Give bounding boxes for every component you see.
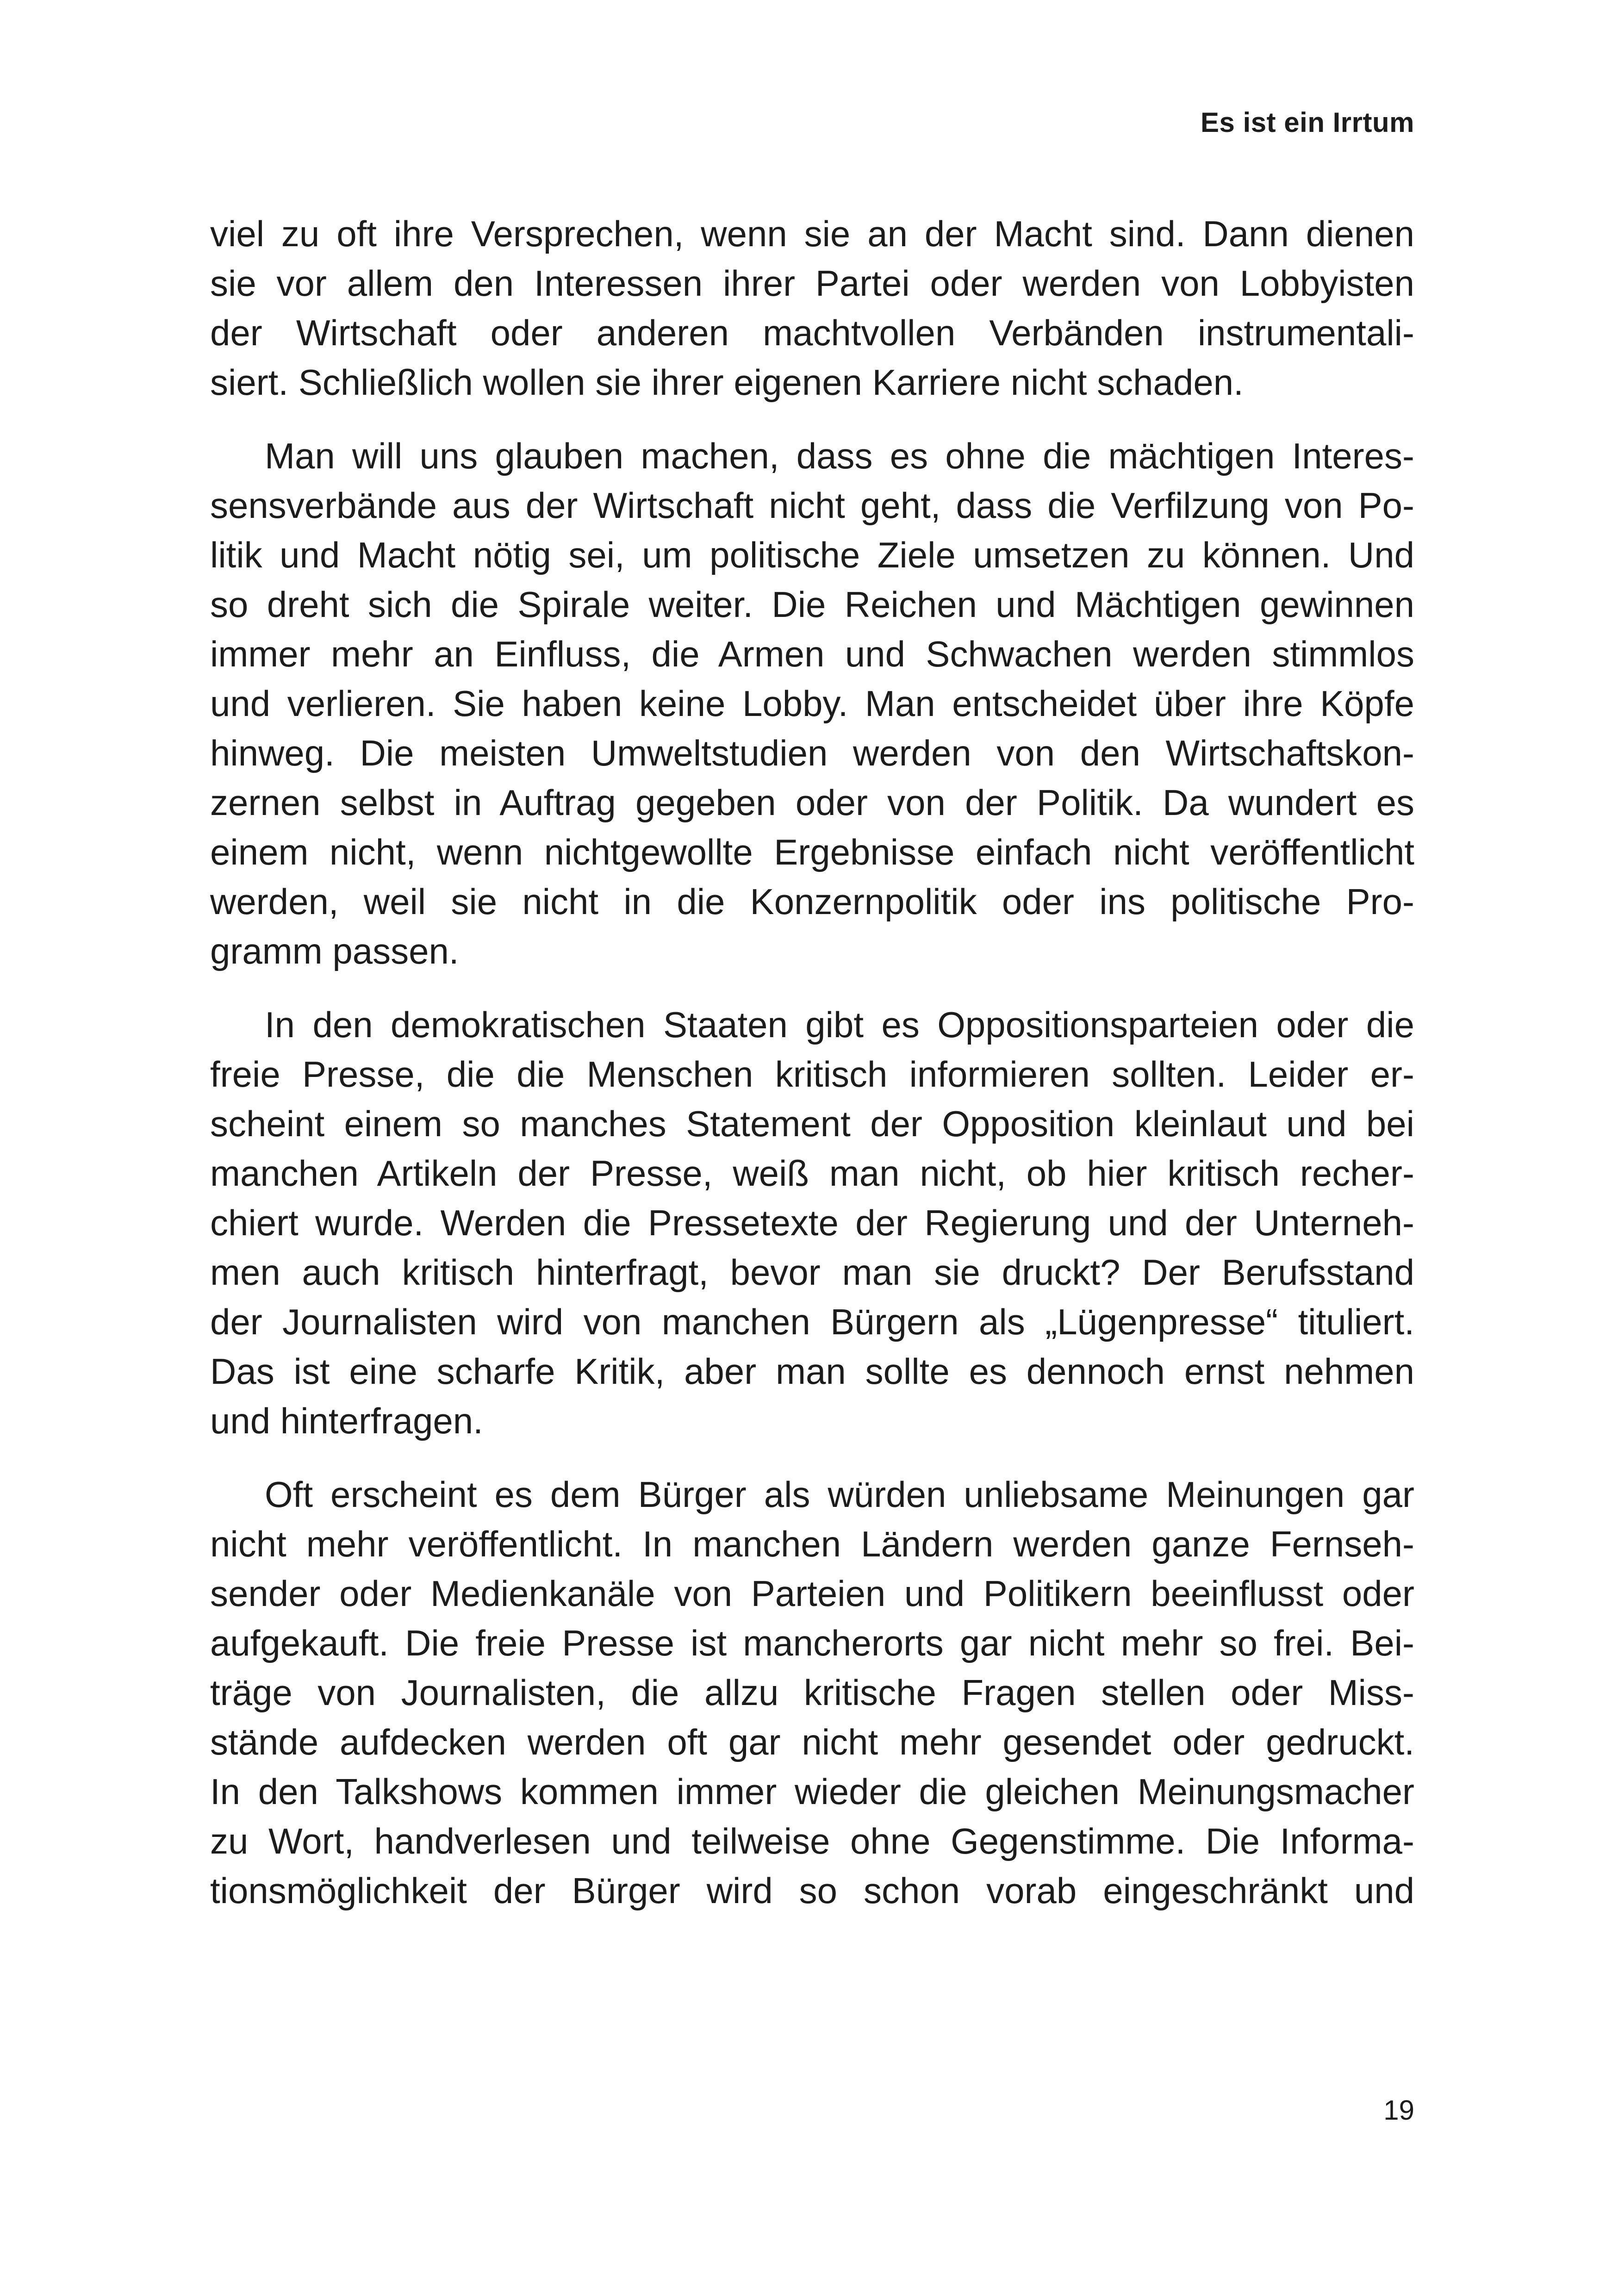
text-line: zernen selbst in Auftrag gegeben oder von der Politik. Da wundert es [210,782,1414,823]
text-line: siert. Schließlich wollen sie ihrer eigenen Karriere nicht schaden. [210,362,1244,403]
text-line: träge von Journalisten, die allzu kritische Fragen stellen oder Miss- [210,1672,1414,1713]
text-line: aufgekauft. Die freie Presse ist mancherorts gar nicht mehr so frei. Bei- [210,1623,1414,1663]
text-line: der Wirtschaft oder anderen machtvollen Verbänden instrumentali- [210,312,1414,353]
text-line: sie vor allem den Interessen ihrer Partei oder werden von Lobbyisten [210,263,1414,304]
text-line: zu Wort, handverlesen und teilweise ohne Gegenstimme. Die Informa- [210,1821,1414,1861]
text-line: Man will uns glauben machen, dass es ohne die mächtigen Interes- [265,436,1414,476]
text-line: Das ist eine scharfe Kritik, aber man sollte es dennoch ernst nehmen [210,1351,1414,1392]
text-line: litik und Macht nötig sei, um politische Ziele umsetzen zu können. Und [210,535,1414,575]
body-text [210,209,1414,1940]
paragraph [210,431,1414,976]
text-line: nicht mehr veröffentlicht. In manchen Ländern werden ganze Fernseh- [210,1524,1414,1564]
text-line: freie Presse, die die Menschen kritisch informieren sollten. Leider er- [210,1054,1414,1095]
text-line: scheint einem so manches Statement der Opposition kleinlaut und bei [210,1103,1414,1144]
text-line: manchen Artikeln der Presse, weiß man nicht, ob hier kritisch recher- [210,1153,1414,1194]
text-line: chiert wurde. Werden die Pressetexte der Regierung und der Unterneh- [210,1202,1414,1243]
text-line: stände aufdecken werden oft gar nicht mehr gesendet oder gedruckt. [210,1722,1414,1762]
page-number: 19 [1383,2095,1414,2126]
paragraph [210,209,1414,407]
text-line: gramm passen. [210,931,459,971]
text-line: viel zu oft ihre Versprechen, wenn sie an der Macht sind. Dann dienen [210,213,1414,254]
text-line: der Journalisten wird von manchen Bürgern als „Lügenpresse“ tituliert. [210,1301,1414,1342]
text-line: einem nicht, wenn nichtgewollte Ergebnisse einfach nicht veröffentlicht [210,832,1414,872]
paragraph [210,1000,1414,1446]
running-header-title: Es ist ein Irrtum [1201,107,1414,138]
text-line: und hinterfragen. [210,1400,483,1441]
text-line: so dreht sich die Spirale weiter. Die Reichen und Mächtigen gewinnen [210,584,1414,625]
paragraph [210,1470,1414,1916]
text-line: hinweg. Die meisten Umweltstudien werden von den Wirtschaftskon- [210,733,1414,773]
text-line: In den demokratischen Staaten gibt es Oppositionsparteien oder die [265,1004,1414,1045]
text-line: und verlieren. Sie haben keine Lobby. Man entscheidet über ihre Köpfe [210,683,1414,724]
text-line: Oft erscheint es dem Bürger als würden unliebsame Meinungen gar [265,1474,1414,1515]
text-line: werden, weil sie nicht in die Konzernpolitik oder ins politische Pro- [210,881,1414,922]
text-line: sensverbände aus der Wirtschaft nicht geht, dass die Verfilzung von Po- [210,485,1414,526]
text-line: In den Talkshows kommen immer wieder die gleichen Meinungsmacher [210,1771,1414,1812]
text-line: immer mehr an Einfluss, die Armen und Schwachen werden stimmlos [210,634,1414,674]
text-line: sender oder Medienkanäle von Parteien und Politikern beeinflusst oder [210,1573,1414,1614]
text-line: men auch kritisch hinterfragt, bevor man sie druckt? Der Berufsstand [210,1252,1414,1293]
text-line: tionsmöglichkeit der Bürger wird so schon vorab eingeschränkt und [210,1870,1414,1911]
